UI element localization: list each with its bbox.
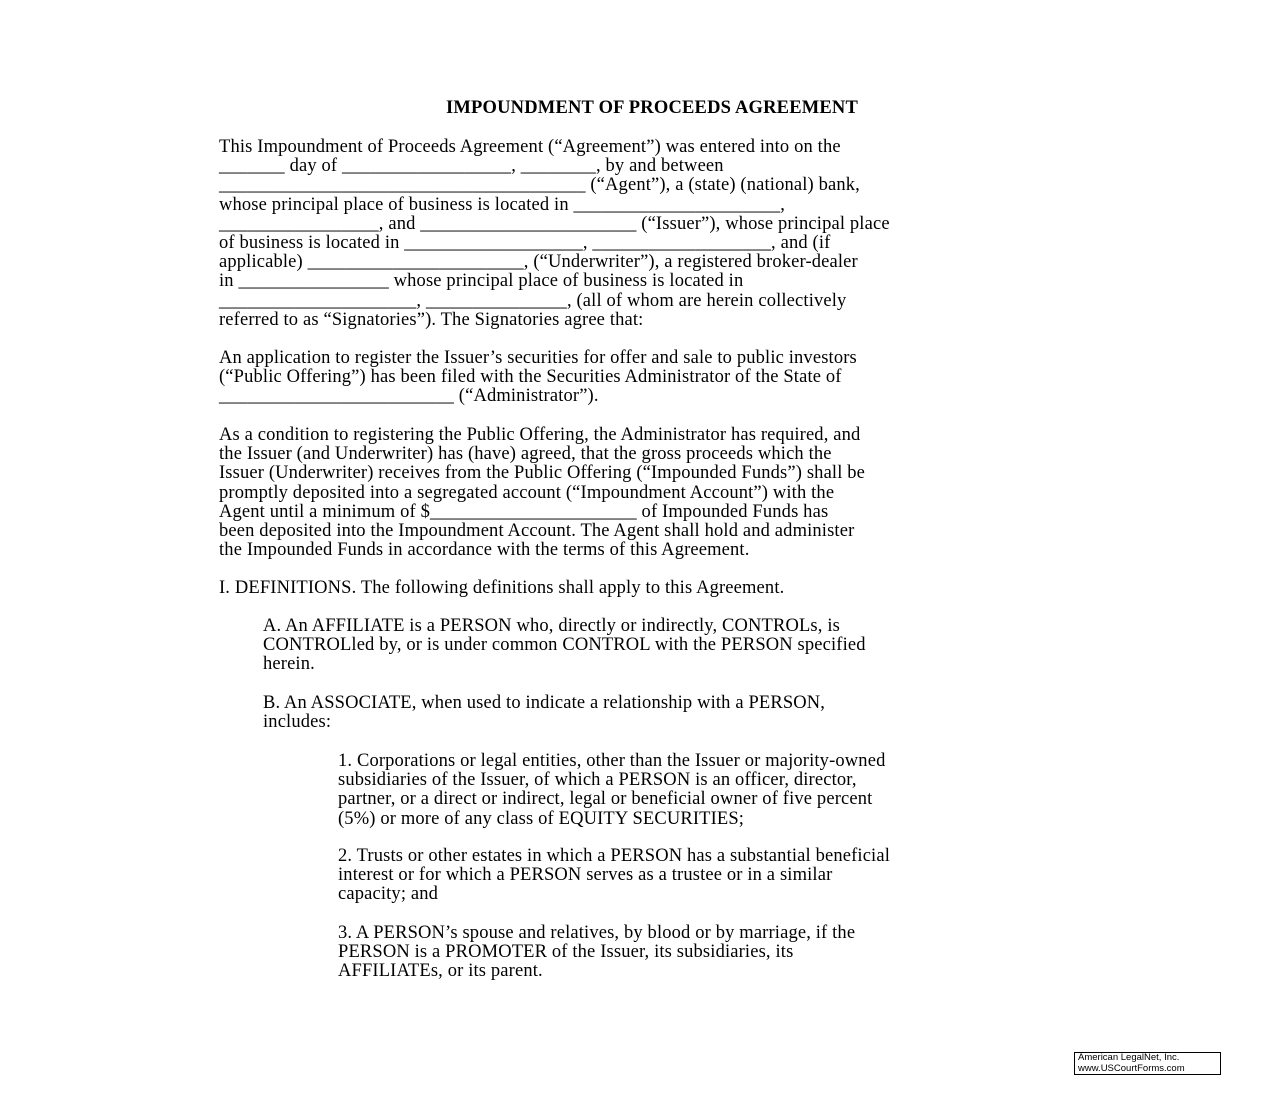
application-paragraph: An application to register the Issuer’s securities for offer and sale to public investors (“Public Offering”) has been filed with the Securities Administrator of the State of _________________________ (“Administrator”). xyxy=(219,348,857,407)
condition-paragraph: As a condition to registering the Public Offering, the Administrator has required, and the Issuer (and Underwriter) has (have) agreed, that the gross proceeds which the Issuer (Underwriter) receives from the Public Offering (“Impounded Funds”) shall be promptly deposited into a segregated account (“Impoundment Account”) with the Agent until a minimum of $______________________ of Impounded Funds has been deposited into the Impoundment Account. The Agent shall hold and administer the Impounded Funds in accordance with the terms of this Agreement. xyxy=(219,425,866,561)
associate-item-3: 3. A PERSON’s spouse and relatives, by blood or by marriage, if the PERSON is a PROMOTER of the Issuer, its subsidiaries, its AFFILIATEs, or its parent. xyxy=(338,923,856,982)
definitions-heading: I. DEFINITIONS. The following definitions shall apply to this Agreement. xyxy=(219,578,785,598)
definition-associate: B. An ASSOCIATE, when used to indicate a relationship with a PERSON, includes: xyxy=(263,693,826,733)
definition-affiliate: A. An AFFILIATE is a PERSON who, directly or indirectly, CONTROLs, is CONTROLled by, or is under common CONTROL with the PERSON specified herein. xyxy=(263,616,866,675)
document-title: IMPOUNDMENT OF PROCEEDS AGREEMENT xyxy=(445,98,859,118)
associate-item-2: 2. Trusts or other estates in which a PERSON has a substantial beneficial interest or for which a PERSON serves as a trustee or in a similar capacity; and xyxy=(338,846,891,905)
intro-paragraph: This Impoundment of Proceeds Agreement (“Agreement”) was entered into on the _______ day of __________________, ________, by and between _______________________________________ (“Agent”), a (state) (national) bank, whose principal place of business is located in ______________________, _________________, and _______________________ (“Issuer”), whose principal place of business is located in ___________________, ___________________, and (if applicable) _______________________, (“Underwriter”), a registered broker-dealer in ________________ whose principal place of business is located in _____________________, _______________, (all of whom are herein collectively referred to as “Signatories”). The Signatories agree that: xyxy=(219,137,890,330)
publisher-footer: American LegalNet, Inc. www.USCourtForms.com xyxy=(1074,1052,1221,1075)
associate-item-1: 1. Corporations or legal entities, other than the Issuer or majority-owned subsidiaries of the Issuer, of which a PERSON is an officer, director, partner, or a direct or indirect, legal or beneficial owner of five percent (5%) or more of any class of EQUITY SECURITIES; xyxy=(338,751,886,829)
